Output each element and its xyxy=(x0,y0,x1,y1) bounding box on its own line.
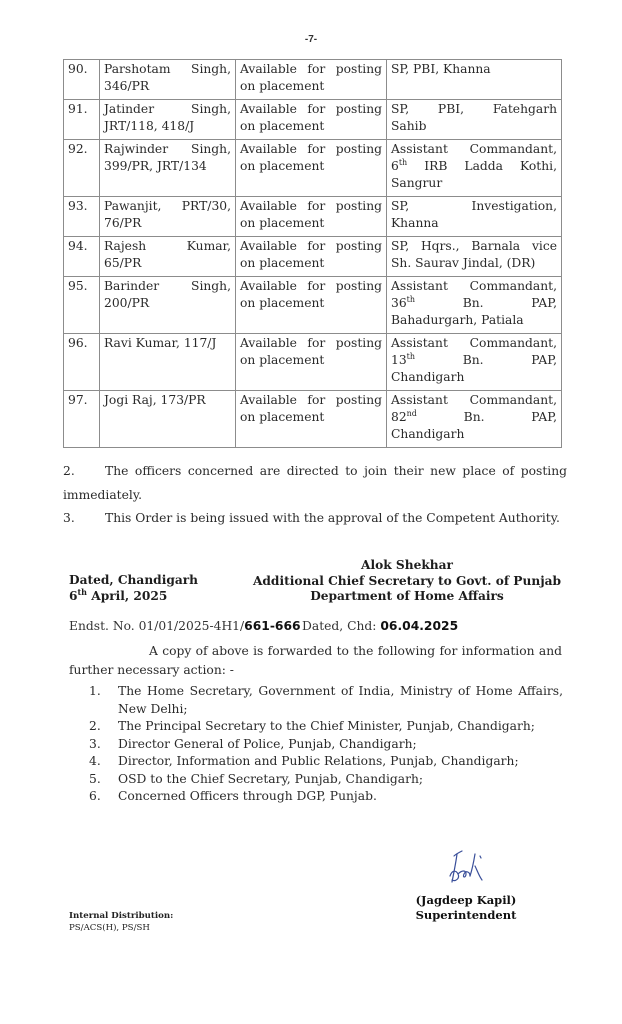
item-text: Director General of Police, Punjab, Chandigarh; xyxy=(118,736,417,751)
table-row xyxy=(64,140,562,197)
item-text: Concerned Officers through DGP, Punjab. xyxy=(118,789,377,803)
copy-recipients-list xyxy=(89,683,563,806)
cell-line: on placement xyxy=(240,296,325,310)
superintendent-name: (Jagdeep Kapil) xyxy=(415,893,517,907)
cell-line: Bahadurgarh, Patiala xyxy=(391,313,524,327)
officer-name-cell xyxy=(100,197,236,237)
officer-name-cell xyxy=(100,100,236,140)
cell-line: Available for posting xyxy=(240,62,382,76)
cell-line: JRT/118, 418/J xyxy=(104,119,195,133)
cell-line: Jatinder Singh, xyxy=(104,102,231,116)
cell-line: Sahib xyxy=(391,119,427,133)
table-row xyxy=(64,100,562,140)
status-cell xyxy=(236,100,387,140)
signatory-name: Alok Shekhar xyxy=(361,558,453,572)
status-cell xyxy=(236,60,387,100)
serial-number-cell: 95. xyxy=(64,277,100,334)
cell-line: Khanna xyxy=(391,216,439,230)
cell-line: 65/PR xyxy=(104,256,142,270)
copy-recipient-item xyxy=(89,788,563,806)
status-cell xyxy=(236,140,387,197)
paragraph-3 xyxy=(63,507,567,531)
posting-table xyxy=(63,59,562,448)
new-posting-cell xyxy=(387,60,562,100)
item-number: 4. xyxy=(89,754,101,768)
serial-number-cell: 96. xyxy=(64,334,100,391)
serial-number-cell: 97. xyxy=(64,391,100,448)
internal-distribution-heading: Internal Distribution: xyxy=(69,911,174,921)
copy-recipient-item xyxy=(89,771,563,789)
copy-recipient-item xyxy=(89,753,563,771)
table-row xyxy=(64,197,562,237)
cell-line: Pawanjit, PRT/30, xyxy=(104,199,231,213)
cell-line: 13th Bn. PAP, xyxy=(391,351,557,367)
cell-line: 346/PR xyxy=(104,79,150,93)
cell-line: Available for posting xyxy=(240,142,382,156)
officer-name-cell xyxy=(100,391,236,448)
cell-line: on placement xyxy=(240,216,325,230)
cell-line: on placement xyxy=(240,79,325,93)
status-cell xyxy=(236,237,387,277)
officer-name-cell xyxy=(100,277,236,334)
new-posting-cell xyxy=(387,237,562,277)
internal-distribution xyxy=(69,911,173,934)
forward-text: A copy of above is forwarded to the following for information and further necessary action: - xyxy=(69,644,562,677)
dated-date: 6th April, 2025 xyxy=(69,586,168,603)
cell-line: on placement xyxy=(240,256,325,270)
status-cell xyxy=(236,197,387,237)
new-posting-cell xyxy=(387,277,562,334)
signatory-designation: Additional Chief Secretary to Govt. of Punjab xyxy=(252,573,562,588)
dated-place: Dated, Chandigarh xyxy=(69,573,199,587)
table-row xyxy=(64,334,562,391)
endorsement-prefix: Endst. No. 01/01/2025-4H1/ xyxy=(69,619,245,633)
page-number: -7- xyxy=(304,34,318,45)
new-posting-cell xyxy=(387,140,562,197)
new-posting-cell xyxy=(387,197,562,237)
cell-line: Sangrur xyxy=(391,176,443,190)
cell-line: Available for posting xyxy=(240,393,382,407)
serial-number-cell: 93. xyxy=(64,197,100,237)
cell-line: on placement xyxy=(240,159,325,173)
serial-number-cell: 90. xyxy=(64,60,100,100)
cell-line: SP, Hqrs., Barnala vice xyxy=(391,239,557,253)
serial-number-cell: 91. xyxy=(64,100,100,140)
item-number: 1. xyxy=(89,684,101,698)
cell-line: 82nd Bn. PAP, xyxy=(391,408,557,424)
cell-line: Jogi Raj, 173/PR xyxy=(104,393,206,407)
cell-line: Available for posting xyxy=(240,239,382,253)
table-row xyxy=(64,277,562,334)
officer-name-cell xyxy=(100,60,236,100)
signature-icon xyxy=(442,848,492,890)
item-number: 3. xyxy=(89,736,101,751)
new-posting-cell xyxy=(387,334,562,391)
item-text: Director, Information and Public Relations, Punjab, Chandigarh; xyxy=(118,754,519,768)
cell-line: SP, PBI, Khanna xyxy=(391,62,491,76)
cell-line: on placement xyxy=(240,410,325,424)
paragraph-text: This Order is being issued with the approval of the Competent Authority. xyxy=(105,511,560,525)
copy-recipient-item xyxy=(89,683,563,718)
cell-line: 6th IRB Ladda Kothi, xyxy=(391,157,557,173)
cell-line: SP, PBI, Fatehgarh xyxy=(391,102,557,116)
cell-line: SP, Investigation, xyxy=(391,199,557,213)
signatory-block xyxy=(248,558,566,605)
copy-recipient-item xyxy=(89,736,563,754)
copy-recipient-item xyxy=(89,718,563,736)
table-row xyxy=(64,60,562,100)
new-posting-cell xyxy=(387,391,562,448)
status-cell xyxy=(236,277,387,334)
new-posting-cell xyxy=(387,100,562,140)
table-row xyxy=(64,237,562,277)
cell-line: Chandigarh xyxy=(391,427,465,441)
endorsement-line xyxy=(69,619,569,633)
serial-number-cell: 92. xyxy=(64,140,100,197)
cell-line: Assistant Commandant, xyxy=(391,279,557,293)
order-date-block xyxy=(69,573,198,604)
officer-name-cell xyxy=(100,237,236,277)
item-number: 5. xyxy=(89,771,101,786)
item-number: 2. xyxy=(89,719,101,733)
serial-number-cell: 94. xyxy=(64,237,100,277)
cell-line: Ravi Kumar, 117/J xyxy=(104,336,217,350)
cell-line: on placement xyxy=(240,353,325,367)
cell-line: Available for posting xyxy=(240,336,382,350)
cell-line: Chandigarh xyxy=(391,370,465,384)
cell-line: Available for posting xyxy=(240,279,382,293)
paragraph-number: 2. xyxy=(63,464,75,478)
endorsement-date: Dated, Chd: 06.04.2025 xyxy=(302,619,459,633)
cell-line: 76/PR xyxy=(104,216,142,230)
cell-line: Rajwinder Singh, xyxy=(104,142,231,156)
cell-line: Rajesh Kumar, xyxy=(104,239,231,253)
status-cell xyxy=(236,334,387,391)
cell-line: Assistant Commandant, xyxy=(391,336,557,350)
endorsement-number: 661-666 xyxy=(244,619,301,633)
internal-distribution-text: PS/ACS(H), PS/SH xyxy=(69,922,150,933)
table-row xyxy=(64,391,562,448)
item-text: The Principal Secretary to the Chief Minister, Punjab, Chandigarh; xyxy=(118,719,535,733)
superintendent-block xyxy=(396,893,536,923)
cell-line: 36th Bn. PAP, xyxy=(391,294,557,310)
cell-line: Available for posting xyxy=(240,199,382,213)
cell-line: 399/PR, JRT/134 xyxy=(104,159,207,173)
cell-line: Assistant Commandant, xyxy=(391,142,557,156)
status-cell xyxy=(236,391,387,448)
superintendent-designation: Superintendent xyxy=(415,908,517,922)
cell-line: Parshotam Singh, xyxy=(104,62,231,76)
officer-name-cell xyxy=(100,140,236,197)
item-text: The Home Secretary, Government of India, Ministry of Home Affairs, New Delhi; xyxy=(118,684,563,716)
signatory-department: Department of Home Affairs xyxy=(310,589,504,603)
item-number: 6. xyxy=(89,789,101,803)
cell-line: Barinder Singh, xyxy=(104,279,231,293)
paragraph-2 xyxy=(63,460,567,507)
item-text: OSD to the Chief Secretary, Punjab, Chandigarh; xyxy=(118,771,424,786)
cell-line: on placement xyxy=(240,119,325,133)
cell-line: 200/PR xyxy=(104,296,150,310)
cell-line: Available for posting xyxy=(240,102,382,116)
cell-line: Assistant Commandant, xyxy=(391,393,557,407)
cell-line: Sh. Saurav Jindal, (DR) xyxy=(391,256,536,270)
paragraph-number: 3. xyxy=(63,511,75,525)
paragraph-text: The officers concerned are directed to join their new place of posting immediately. xyxy=(63,464,567,502)
officer-name-cell xyxy=(100,334,236,391)
